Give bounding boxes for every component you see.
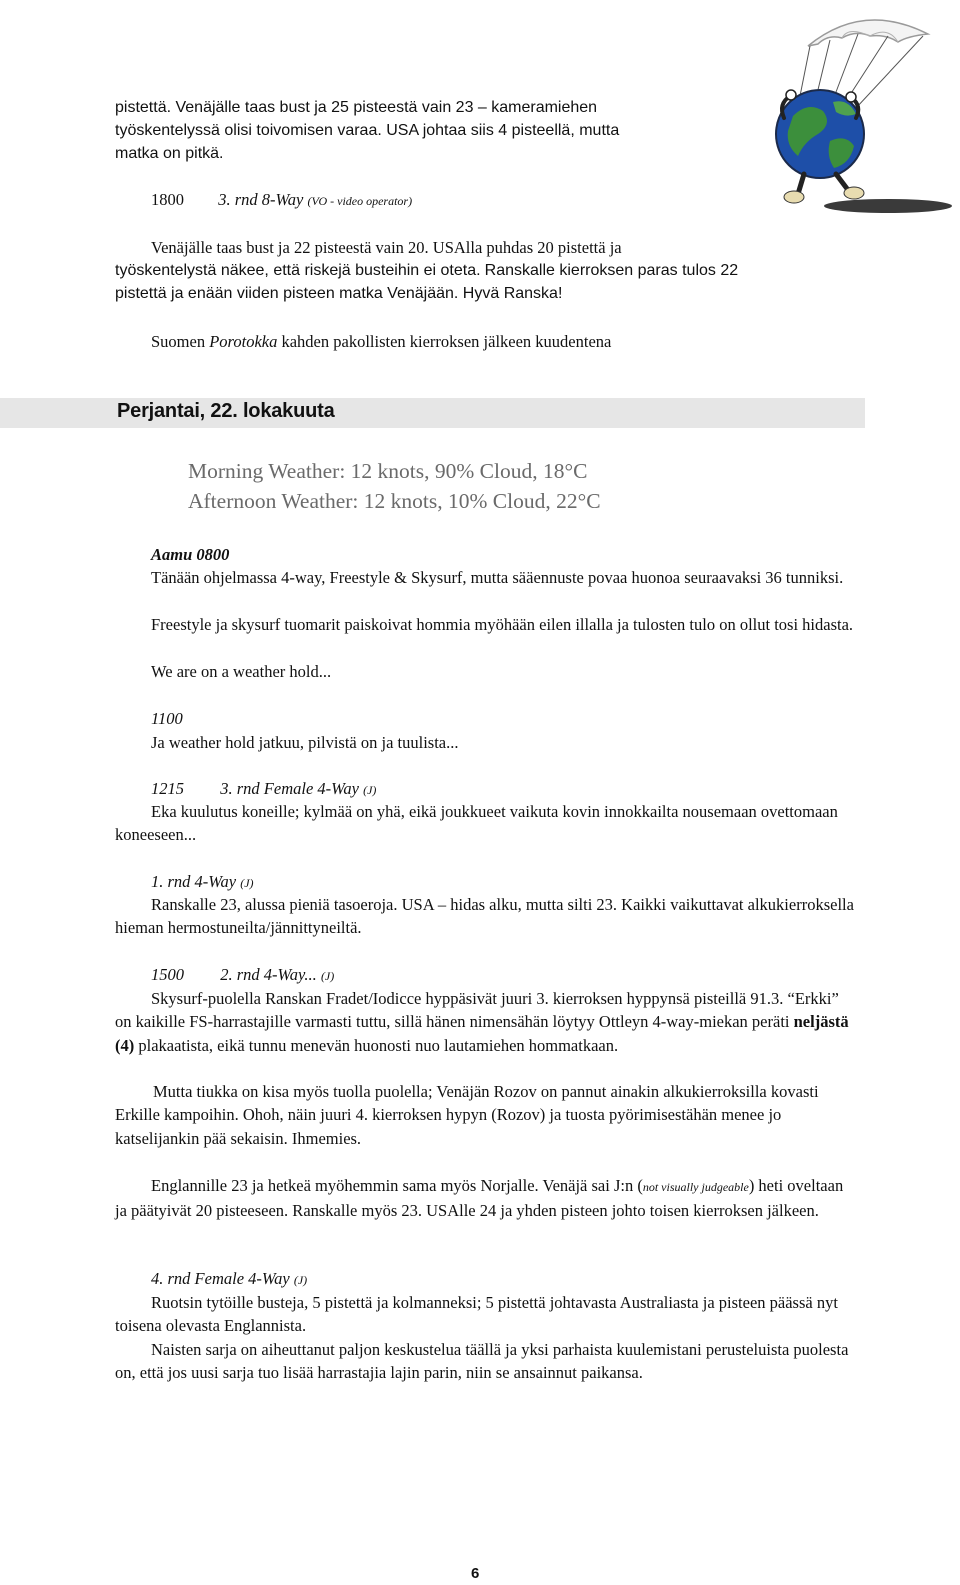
entry-1800-title: 3. rnd 8-Way <box>218 190 304 209</box>
rnd4-female-title: 4. rnd Female 4-Way <box>151 1269 290 1288</box>
entry-1500-paragraph-3 <box>115 1174 855 1223</box>
weather-afternoon: Afternoon Weather: 12 knots, 10% Cloud, 22°C <box>188 489 601 513</box>
intro-line-2: työskentelyssä olisi toivomisen varaa. USA johtaa siis 4 pisteellä, mutta <box>115 122 620 139</box>
intro-line-3: matka on pitkä. <box>115 145 224 162</box>
entry-1100-text: Ja weather hold jatkuu, pilvistä on ja tuulista... <box>151 733 459 752</box>
entry-1215-time: 1215 <box>151 779 184 798</box>
parachute-globe-svg <box>738 6 956 218</box>
entry-1800-line-2-wrap <box>115 258 738 283</box>
parachute-globe-illustration <box>738 6 956 218</box>
finland-team: Porotokka <box>209 332 278 351</box>
entry-1215-text: Eka kuulutus koneille; kylmää on yhä, eikä joukkueet vaikuta kovin innokkailta nousemaan ovettomaan koneeseen... <box>115 802 838 845</box>
aamu-paragraph-1: Tänään ohjelmassa 4-way, Freestyle & Skysurf, mutta sääennuste povaa huonoa seuraavaksi 36 tunniksi. <box>151 568 844 587</box>
entry-1500-time: 1500 <box>151 965 184 984</box>
rnd4-female-paragraph-2: Naisten sarja on aiheuttanut paljon keskustelua täällä ja yksi parhaista kuulemistani perusteluista puolesta on, että jos uusi sarja tuo lisää harrastajia lajin parin, niin se ansainnut paikansa. <box>115 1340 849 1383</box>
entry-1800-line-3: pistettä ja enään viiden pisteen matka Venäjään. Hyvä Ranska! <box>115 285 563 302</box>
entry-1500-p1-a: Skysurf-puolella Ranskan Fradet/Iodicce hyppäsivät juuri 3. kierroksen hyppynsä pisteillä 91.3. “Erkki” on kaikille FS-harrastajille varmasti tuttu, sillä hänen nimensähän löytyy Ottleyn 4-way-miekan peräti <box>115 989 839 1032</box>
page-number: 6 <box>471 1565 480 1582</box>
rnd1-4way-title: 1. rnd 4-Way <box>151 872 237 891</box>
entry-1215-header <box>151 777 376 802</box>
aamu-paragraph-2: Freestyle ja skysurf tuomarit paiskoivat hommia myöhään eilen illalla ja tulosten tulo on ollut tosi hidasta. <box>151 615 854 634</box>
entry-1800-header <box>151 188 412 213</box>
finland-status <box>151 330 611 354</box>
rnd1-4way-text: Ranskalle 23, alussa pieniä tasoeroja. USA – hidas alku, mutta silti 23. Kaikki vaikuttavat alkukierroksella hieman hermostuneilta/jännittyneiltä. <box>115 895 854 938</box>
rnd1-4way-header <box>151 870 254 895</box>
entry-1500-p3-note: not visually judgeable <box>642 1180 749 1194</box>
entry-1800-time: 1800 <box>151 190 184 209</box>
rnd4-female-paragraph-1: Ruotsin tytöille busteja, 5 pistettä ja kolmanneksi; 5 pistettä johtavasta Australiasta ja pisteen päässä nyt toisena olevasta Englannista. <box>115 1293 838 1336</box>
entry-1500-p1-b: plakaatista, eikä tunnu menevän huonosti nuo lautamiehen hommatkaan. <box>138 1035 619 1055</box>
entry-1800-line-1: Venäjälle taas bust ja 22 pisteestä vain 20. USAlla puhdas 20 pistettä ja <box>151 238 622 257</box>
entry-1800-line-2: työskentelystä näkee, että riskejä busteihin ei oteta. <box>115 262 481 279</box>
intro-line-1: pistettä. Venäjälle taas bust ja 25 pisteestä vain 23 – kameramiehen <box>115 99 598 116</box>
rnd4-female-header <box>151 1267 307 1292</box>
entry-1800-line-2b: Ranskalle kierroksen paras tulos 22 <box>484 262 739 279</box>
weather-morning: Morning Weather: 12 knots, 90% Cloud, 18°C <box>188 459 588 483</box>
entry-1500-p3-b: ) heti oveltaan ja päätyivät 20 pisteeseen. Ranskalle myös 23. USAlle 24 ja yhden pisteen johto toisen kierroksen jälkeen. <box>115 1176 844 1221</box>
entry-1500-p1-bold: neljästä (4) <box>115 1012 849 1055</box>
entry-1500-header <box>151 963 334 988</box>
entry-1500-p3-a: Englannille 23 ja hetkeä myöhemmin sama myös Norjalle. Venäjä sai J:n ( <box>151 1176 643 1195</box>
entry-1215-title: 3. rnd Female 4-Way <box>220 779 359 798</box>
finland-suffix: kahden pakollisten kierroksen jälkeen kuudentena <box>281 332 612 351</box>
day-heading: Perjantai, 22. lokakuuta <box>117 400 335 422</box>
aamu-heading: Aamu 0800 <box>151 545 230 564</box>
entry-1500-title: 2. rnd 4-Way... <box>220 965 317 984</box>
entry-1500-paragraph-2: Mutta tiukka on kisa myös tuolla puolella; Venäjän Rozov on pannut ainakin alkukierroksilla kovasti Erkille kampoihin. Ohoh, näin juuri 4. kierroksen hypyn (Rozov) ja tuosta pyörimisestähän menee jo katselijankin pää sekaisin. Ihmemies. <box>115 1082 819 1148</box>
rnd4-female-note: (J) <box>293 1273 308 1287</box>
rnd1-4way-note: (J) <box>240 876 254 890</box>
aamu-paragraph-3: We are on a weather hold... <box>151 662 332 681</box>
entry-1215-note: (J) <box>363 783 377 797</box>
finland-prefix: Suomen <box>151 332 206 351</box>
entry-1500-paragraph-1 <box>115 987 855 1057</box>
entry-1800-note: (VO - video operator) <box>307 194 413 208</box>
entry-1100-time: 1100 <box>151 709 183 728</box>
entry-1500-note: (J) <box>320 969 335 983</box>
